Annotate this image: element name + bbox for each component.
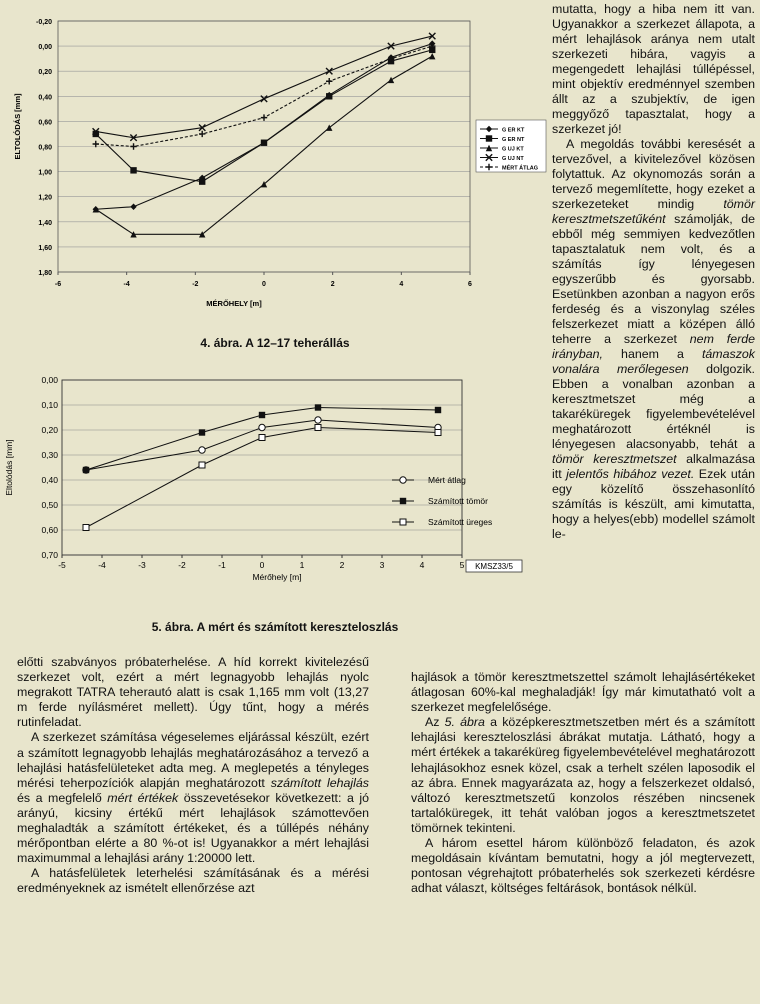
x-tick-label: -2 <box>192 281 199 288</box>
x-tick-label: -6 <box>54 281 62 288</box>
paragraph: A szerkezet számítása végeselemes eljárással készült, ezért a számított legnagyobb lehajlás meghatározásához a tervező a lehajlási hatásfelületeket adta meg. A meglepetés a tényleges mérési teherpozíciók alapján meghatározott számított lehajlás és a megfelelő mért értékek összevetésekor következett: a jó arányú, kicsiny értékű mért lehajlások számottevően meghaladták a számított értékeket, és a túllépés néhány mérőpontban elérte a 80 %-ot is! Ugyanakkor a mért lehajlási maximummal a lehajlási arány 1:20000 lett. <box>17 730 370 866</box>
chart-fig5 <box>0 370 550 610</box>
y-tick-label: 1,00 <box>38 169 52 177</box>
y-axis-label: Eltolódás [mm] <box>4 439 14 496</box>
data-point <box>259 424 265 430</box>
x-tick-label: 4 <box>399 281 404 288</box>
data-point <box>199 447 205 453</box>
x-tick-label: 0 <box>262 281 266 288</box>
x-tick-label: 5 <box>459 560 465 570</box>
y-tick-label: 0,30 <box>41 450 58 460</box>
y-tick-label: 0,60 <box>41 525 58 535</box>
paragraph: A három esettel három különböző feladaton, és azok megoldásain kívántam bemutatni, hogy a jól megtervezett, pontosan végrehajtott próbaterhelés sok szerkezeti kérdésre adhat választ, költséges feltárások, bontások nélkül. <box>411 836 755 896</box>
left-column <box>17 655 369 897</box>
data-point <box>326 93 332 99</box>
y-tick-label: 0,00 <box>38 44 52 52</box>
y-tick-label: 1,60 <box>38 244 52 252</box>
y-tick-label: 0,40 <box>41 475 58 485</box>
data-point <box>130 167 136 173</box>
legend-label: Számított üreges <box>428 517 493 527</box>
data-point <box>259 412 265 418</box>
paragraph: Az 5. ábra a középkeresztmetszetben mért és a számított lehajlási kereszteloszlási ábrákat mutatja. Látható, hogy a mért értékek a takaréküreg figyelembevételével meghatározott lehajlásokhoz esnek közel, csak a terhelt szélen laposodik el az ábra. Ennek magyarázata az, hogy a felszerkezet oldalsó, változó keresztmetszetű konzolos részében nincsenek tartalóküregek, itt tehát valóban jogos a keresztmetszetet tömörnek tekinteni. <box>411 715 755 835</box>
x-tick-label: 1 <box>299 560 305 570</box>
paragraph: A hatásfelületek leterhelési számításának és a mérési eredményeknek az ismételt ellenőrzése azt <box>17 866 369 896</box>
data-point <box>199 462 205 468</box>
annotation-label: KMSZ33/5 <box>475 562 513 571</box>
legend-marker <box>400 477 406 483</box>
x-tick-label: -5 <box>58 560 66 570</box>
paragraph: A megoldás további keresését a tervezővel, a kivitelezővel közösen folytattuk. Az okynomozás során a tervező megemlítette, hogy ezeket a szerkezeteket mindig tömör keresztmetszetűként számolják, de ebből még semmiyen kedvezőtlen tapasztalatuk nem volt, és a számítás így lényegesen egyszerűbb és gyorsabb. Esetünkben azonban a nagyon erős ferdeség és a viszonylag széles felszerkezet miatt a középen álló teherre a szerkezet nem ferde irányban, hanem a támaszok vonalára merőlegesen dolgozik. Ebben a vonalban azonban a keresztmetszet még a takaréküregek figyelembevételével meghatározott értéknél is lényegesen alacsonyabb, tehát a tömör keresztmetszet alkalmazása itt jelentős hibához vezet. Ezek után egy közelítő összehasonlító számítás is készült, ami kimutatta, hogy a helyes(ebb) modellel számolt le- <box>552 137 755 541</box>
y-tick-label: 0,20 <box>38 69 52 77</box>
data-point <box>199 131 205 137</box>
y-tick-label: 0,70 <box>41 550 58 560</box>
y-tick-label: 1,40 <box>38 219 52 227</box>
y-tick-label: 0,80 <box>38 144 52 152</box>
y-tick-label: 0,10 <box>41 400 58 410</box>
y-tick-label: 0,20 <box>41 425 58 435</box>
paragraph: előtti szabványos próbaterhelése. A híd korrekt kivitelezésű szerkezet volt, ezért a mért legnagyobb lehajlás nyolc megrakott TATRA teherautó alatt is csak 1,165 mm volt (13,27 m ferde nyílásméret mellett). Úgy tűnt, hogy a mérés rutinfeladat. <box>17 655 369 730</box>
legend-label: Számított tömör <box>428 496 488 506</box>
y-tick-label: -0,20 <box>36 19 52 26</box>
legend-marker <box>486 135 492 141</box>
y-tick-label: 0,50 <box>41 500 58 510</box>
data-point <box>199 178 205 184</box>
legend-label: G ER NT <box>502 137 525 143</box>
data-point <box>199 429 205 435</box>
x-tick-label: -3 <box>138 560 146 570</box>
right-column <box>552 2 755 542</box>
legend-marker <box>400 519 406 525</box>
legend-label: G ER KT <box>502 127 525 134</box>
paragraph: hajlások a tömör keresztmetszettel számolt lehajlásértékeket átlagosan 60%-kal meghaladják! Így már kimutatható volt a szerkezet megfelelősége. <box>411 670 755 715</box>
data-point <box>435 430 441 436</box>
x-tick-label: 2 <box>330 281 335 288</box>
data-point <box>130 143 136 149</box>
legend-label: G UJ NT <box>502 156 524 162</box>
x-axis-label: Mérőhely [m] <box>252 572 302 582</box>
legend-marker <box>400 498 406 504</box>
data-point <box>261 140 267 146</box>
series-line <box>86 428 438 528</box>
x-tick-label: -2 <box>178 560 186 570</box>
y-tick-label: 0,00 <box>41 375 58 385</box>
legend-label: Mért átlag <box>428 475 466 485</box>
x-tick-label: 0 <box>259 560 265 570</box>
x-tick-label: -1 <box>218 560 226 570</box>
x-axis-label: MÉRŐHELY [m] <box>206 299 262 308</box>
right-lower-column <box>411 670 755 896</box>
data-point <box>259 435 265 441</box>
x-tick-label: 3 <box>379 560 385 570</box>
caption-fig4: 4. ábra. A 12–17 teherállás <box>200 336 350 350</box>
data-point <box>261 114 267 120</box>
y-tick-label: 0,60 <box>38 119 52 127</box>
data-point <box>315 425 321 431</box>
caption-fig5: 5. ábra. A mért és számított kereszteloszlás <box>151 620 399 634</box>
x-tick-label: -4 <box>98 560 106 570</box>
y-tick-label: 1,80 <box>38 270 52 277</box>
y-tick-label: 1,20 <box>38 194 52 202</box>
data-point <box>315 417 321 423</box>
data-point <box>429 53 435 59</box>
data-point <box>130 204 136 210</box>
legend-label: G UJ KT <box>502 146 524 153</box>
chart-fig4 <box>0 6 550 326</box>
x-tick-label: -4 <box>123 281 130 288</box>
x-tick-label: 4 <box>419 560 425 570</box>
data-point <box>83 467 89 473</box>
legend-label: MÉRT ÁTLAG <box>502 165 539 172</box>
y-tick-label: 0,40 <box>38 94 52 102</box>
data-point <box>326 78 332 84</box>
x-tick-label: 2 <box>339 560 345 570</box>
x-tick-label: 6 <box>468 281 472 288</box>
data-point <box>315 404 321 410</box>
data-point <box>435 407 441 413</box>
data-point <box>83 525 89 531</box>
data-point <box>388 77 394 83</box>
y-axis-label: ELTOLÓDÁS [mm] <box>13 93 22 160</box>
paragraph: mutatta, hogy a hiba nem itt van. Ugyanakkor a szerkezet állapota, a mért lehajlások aránya nem utalt szerkezeti hibára, vagyis a megengedett lehajlási túllépéssel, mint objektív eredménnyel szemben állt az a szubjektív, de igen meggyőző tapasztalat, hogy a szerkezet jó! <box>552 2 755 136</box>
plot-frame <box>62 380 462 555</box>
